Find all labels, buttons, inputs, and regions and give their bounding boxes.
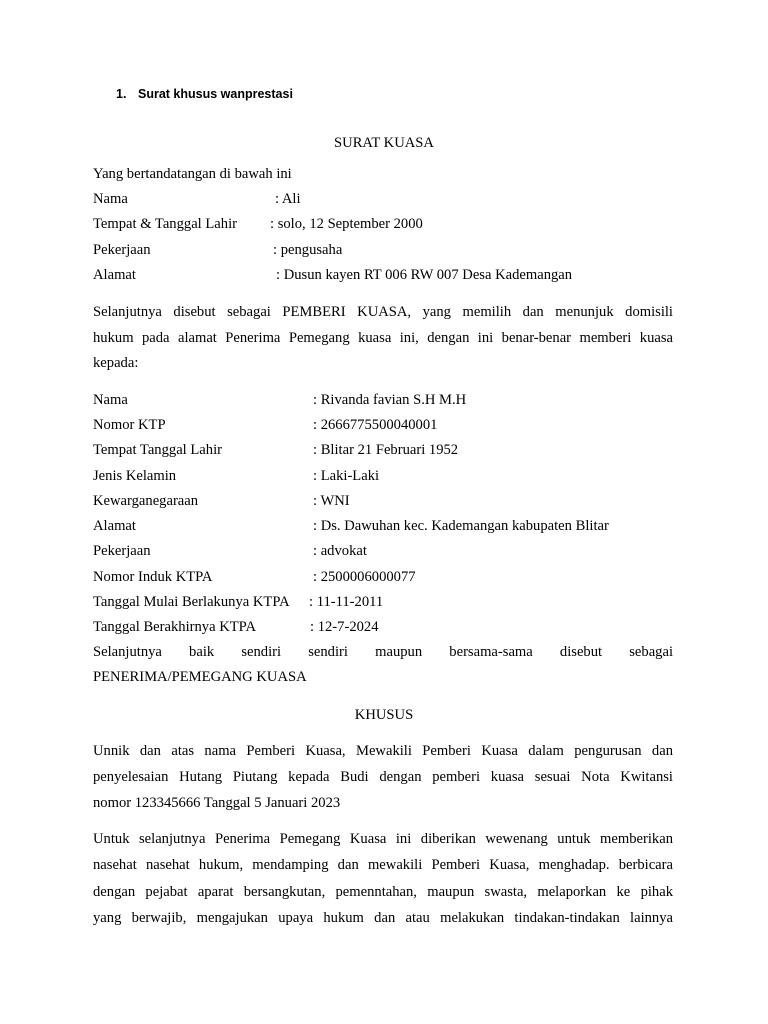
paragraph-authority-line: nasehat nasehat hukum, mendamping dan mewakili Pemberi Kuasa, menghadap. berbicara bbox=[93, 857, 673, 873]
grantee-nationality-label: Kewarganegaraan bbox=[93, 493, 199, 509]
grantee-gender-value: : Laki-Laki bbox=[313, 468, 380, 484]
paragraph-grantee-line: PENERIMA/PEMEGANG KUASA bbox=[93, 669, 307, 685]
grantee-ktpa-start-label: Tanggal Mulai Berlakunya KTPA bbox=[93, 594, 290, 610]
grantee-ktpa-end-value: : 12-7-2024 bbox=[310, 619, 379, 635]
section-number: 1. bbox=[116, 87, 127, 101]
grantee-ktp-value: : 2666775500040001 bbox=[313, 417, 438, 433]
section-heading bbox=[116, 87, 293, 101]
grantee-ktpa-number-value: : 2500006000077 bbox=[313, 569, 416, 585]
paragraph-authority-line: Untuk selanjutnya Penerima Pemegang Kuasa ini diberikan wewenang untuk memberikan bbox=[93, 831, 673, 847]
grantee-nationality-value: : WNI bbox=[313, 493, 350, 509]
paragraph-grantor-line: kepada: bbox=[93, 355, 139, 371]
grantor-name-label: Nama bbox=[93, 191, 128, 207]
grantee-name-value: : Rivanda favian S.H M.H bbox=[313, 392, 467, 408]
grantor-address-value: : Dusun kayen RT 006 RW 007 Desa Kademangan bbox=[276, 267, 573, 283]
grantor-job-label: Pekerjaan bbox=[93, 242, 151, 258]
grantee-ktp-label: Nomor KTP bbox=[93, 417, 166, 433]
grantee-name-label: Nama bbox=[93, 392, 128, 408]
grantor-name-value: : Ali bbox=[275, 191, 301, 207]
paragraph-authority-line: dengan pejabat aparat bersangkutan, pemenntahan, maupun swasta, melaporkan ke pihak bbox=[93, 884, 673, 900]
grantee-birth-value: : Blitar 21 Februari 1952 bbox=[313, 442, 459, 458]
grantor-address-label: Alamat bbox=[93, 267, 136, 283]
paragraph-scope-line: Unnik dan atas nama Pemberi Kuasa, Mewakili Pemberi Kuasa dalam pengurusan dan bbox=[93, 743, 673, 759]
grantee-address-value: : Ds. Dawuhan kec. Kademangan kabupaten Blitar bbox=[313, 518, 609, 534]
paragraph-grantee-line: Selanjutnya baik sendiri sendiri maupun bersama-sama disebut sebagai bbox=[93, 644, 673, 660]
grantee-ktpa-start-value: : 11-11-2011 bbox=[309, 594, 384, 610]
paragraph-scope-line: penyelesaian Hutang Piutang kepada Budi dengan pemberi kuasa sesuai Nota Kwitansi bbox=[93, 769, 673, 785]
section-heading-text: Surat khusus wanprestasi bbox=[138, 87, 293, 101]
intro-text: Yang bertandatangan di bawah ini bbox=[93, 166, 292, 182]
paragraph-authority-line: yang berwajib, mengajukan upaya hukum dan atau melakukan tindakan-tindakan lainnya bbox=[93, 910, 673, 926]
grantor-birth-value: : solo, 12 September 2000 bbox=[270, 216, 423, 232]
paragraph-scope-line: nomor 123345666 Tanggal 5 Januari 2023 bbox=[93, 795, 341, 811]
grantee-address-label: Alamat bbox=[93, 518, 136, 534]
grantor-birth-label: Tempat & Tanggal Lahir bbox=[93, 216, 237, 232]
grantee-ktpa-end-label: Tanggal Berakhirnya KTPA bbox=[93, 619, 256, 635]
grantee-job-label: Pekerjaan bbox=[93, 543, 151, 559]
grantee-gender-label: Jenis Kelamin bbox=[93, 468, 177, 484]
grantee-job-value: : advokat bbox=[313, 543, 367, 559]
grantee-ktpa-number-label: Nomor Induk KTPA bbox=[93, 569, 213, 585]
section-subtitle: KHUSUS bbox=[354, 707, 414, 723]
grantor-job-value: : pengusaha bbox=[273, 242, 343, 258]
paragraph-grantor-line: hukum pada alamat Penerima Pemegang kuasa ini, dengan ini benar-benar memberi kuasa bbox=[93, 330, 673, 346]
paragraph-grantor-line: Selanjutnya disebut sebagai PEMBERI KUASA, yang memilih dan menunjuk domisili bbox=[93, 304, 673, 320]
document-title: SURAT KUASA bbox=[334, 135, 434, 151]
grantee-birth-label: Tempat Tanggal Lahir bbox=[93, 442, 222, 458]
